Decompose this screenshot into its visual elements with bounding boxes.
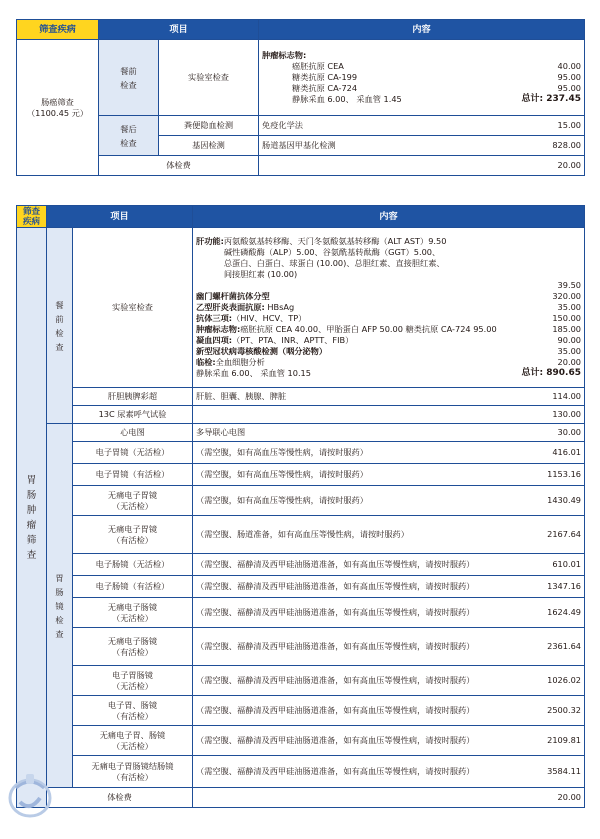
table-row — [17, 628, 585, 666]
blood-total-line: 静脉采血 6.00、 采血管 10.15 总计: 890.65 — [196, 368, 581, 378]
endo-name-sub: （有活检） — [112, 646, 153, 657]
lab-row: 新型冠状病毒核酸检测（咽分泌物） 35.00 — [196, 346, 581, 356]
table-row — [17, 516, 585, 554]
table-row — [17, 696, 585, 726]
lab-row: 临检:全血细胞分析 20.00 — [196, 357, 581, 367]
endo-desc: （需空腹、福静清及西甲硅油肠道准备，如有高血压等慢性病，请按时服药） — [193, 598, 525, 628]
endo-desc: （需空腹、福静清及西甲硅油肠道准备，如有高血压等慢性病，请按时服药） — [193, 554, 525, 576]
hospital-logo-icon — [6, 768, 54, 820]
table-row — [17, 464, 585, 486]
tumor-item: 癌胚抗原 CEA 40.00 — [292, 61, 581, 71]
endo-name-cell — [73, 598, 193, 628]
ecg-label: 心电图 — [73, 424, 193, 442]
table-row — [17, 666, 585, 696]
endo-desc: （需空腹、福静清及西甲硅油肠道准备，如有高血压等慢性病，请按时服药） — [193, 576, 525, 598]
endo-name-cell — [73, 486, 193, 516]
table-row — [17, 726, 585, 756]
breath-test-price: 130.00 — [525, 406, 585, 424]
table-row — [17, 598, 585, 628]
endo-name: 电子肠镜（有活检） — [73, 576, 193, 598]
endo-name-cell — [73, 726, 193, 756]
endo-desc: （需空腹，如有高血压等慢性病，请按时服药） — [193, 464, 525, 486]
endo-desc: （需空腹、福静清及西甲硅油肠道准备，如有高血压等慢性病，请按时服药） — [193, 726, 525, 756]
tumor-title: 肿瘤标志物: — [262, 50, 307, 60]
endo-name: 电子胃镜（无活检） — [73, 442, 193, 464]
endo-desc: （需空腹、肠道准备，如有高血压等慢性病，请按时服药） — [193, 516, 525, 554]
endo-name-cell — [73, 756, 193, 788]
endo-name: 电子肠镜（无活检） — [73, 554, 193, 576]
endo-price: 1347.16 — [525, 576, 585, 598]
endo-price: 1153.16 — [525, 464, 585, 486]
physical-fee-price: 20.00 — [525, 156, 585, 176]
endo-name-cell — [73, 628, 193, 666]
endo-name: 无痛电子肠镜 — [107, 635, 158, 646]
header-disease: 筛查疾病 — [17, 206, 47, 228]
endo-name: 无痛电子胃肠镜结肠镜 — [91, 760, 174, 771]
post-check-label: 餐后检查 — [120, 123, 137, 148]
endo-name-cell — [73, 516, 193, 554]
endo-desc: （需空腹、福静清及西甲硅油肠道准备，如有高血压等慢性病，请按时服药） — [193, 666, 525, 696]
breath-test-label: 13C 尿素呼气试验 — [73, 406, 193, 424]
endo-name-sub: （无活检） — [112, 740, 153, 751]
endo-name-sub: （有活检） — [112, 710, 153, 721]
ecg-content: 多导联心电图 — [193, 424, 525, 442]
lab-row: 抗体三项:（HIV、HCV、TP） 150.00 — [196, 313, 581, 323]
endo-desc: （需空腹、福静清及西甲硅油肠道准备，如有高血压等慢性病，请按时服药） — [193, 628, 525, 666]
disease-name: 胃肠肿瘤筛查 — [26, 474, 37, 561]
endo-name: 无痛电子胃、肠镜 — [99, 729, 166, 740]
endo-name-cell — [73, 696, 193, 726]
tumor-item: 糖类抗原 CA-199 95.00 — [292, 72, 581, 82]
disease-cell — [17, 40, 99, 176]
endo-name-sub: （无活检） — [112, 680, 153, 691]
endo-price: 610.01 — [525, 554, 585, 576]
lab-row: 幽门螺杆菌抗体分型 320.00 — [196, 291, 581, 301]
lab-test-label: 实验室检查 — [73, 228, 193, 388]
endo-name: 电子胃镜（有活检） — [73, 464, 193, 486]
endo-price: 3584.11 — [525, 756, 585, 788]
endo-name: 无痛电子胃镜 — [107, 523, 158, 534]
fecal-content: 免疫化学法 — [259, 116, 525, 136]
colorectal-screening-table — [16, 19, 585, 176]
disease-name: 肠癌筛查 — [41, 96, 74, 107]
gene-test-label: 基因检测 — [159, 136, 259, 156]
endo-name-sub: （无活检） — [112, 500, 153, 511]
blood-total-line: 静脉采血 6.00、 采血管 1.45 总计: 237.45 — [292, 94, 581, 104]
physical-fee-label: 体检费 — [99, 156, 259, 176]
fecal-test-label: 粪便隐血检测 — [159, 116, 259, 136]
ultrasound-price: 114.00 — [525, 388, 585, 406]
endo-desc: （需空腹、福静清及西甲硅油肠道准备，如有高血压等慢性病，请按时服药） — [193, 696, 525, 726]
disease-cell — [17, 228, 47, 808]
table-row — [17, 756, 585, 788]
table-row — [17, 486, 585, 516]
ultrasound-content: 肝脏、胆囊、胰腺、脾脏 — [193, 388, 525, 406]
endo-price: 2361.64 — [525, 628, 585, 666]
endo-group-cell — [47, 424, 73, 788]
lab-row: 乙型肝炎表面抗原: HBsAg 35.00 — [196, 302, 581, 312]
lab-row: 肿瘤标志物:癌胚抗原 CEA 40.00、甲胎蛋白 AFP 50.00 糖类抗原 CA-724 95.00 185.00 — [196, 324, 581, 334]
pre-check-label: 餐前检查 — [120, 65, 137, 90]
tumor-item: 糖类抗原 CA-724 95.00 — [292, 83, 581, 93]
endo-name-sub: （有活检） — [112, 771, 153, 782]
endo-name: 电子胃、肠镜 — [107, 699, 158, 710]
physical-fee-label: 体检费 — [47, 788, 193, 808]
table-row — [17, 554, 585, 576]
gene-price: 828.00 — [525, 136, 585, 156]
lab-test-label: 实验室检查 — [159, 40, 259, 116]
endo-name: 无痛电子胃镜 — [107, 489, 158, 500]
endo-name: 电子胃肠镜 — [112, 669, 153, 680]
lab-row: 凝血四项:（PT、PTA、INR、APTT、FIB） 90.00 — [196, 335, 581, 345]
header-content: 内容 — [259, 20, 585, 40]
liver-price: 39.50 — [557, 280, 581, 290]
endo-name-sub: （无活检） — [112, 612, 153, 623]
header-disease: 筛查疾病 — [17, 20, 99, 40]
endo-name-sub: （有活检） — [112, 534, 153, 545]
endo-price: 1624.49 — [525, 598, 585, 628]
gene-content: 肠道基因甲基化检测 — [259, 136, 525, 156]
pre-check-label: 餐前检查 — [55, 299, 64, 352]
endo-name-cell — [73, 666, 193, 696]
endo-price: 1026.02 — [525, 666, 585, 696]
pre-check-cell — [47, 228, 73, 424]
endo-price: 416.01 — [525, 442, 585, 464]
table-row — [17, 576, 585, 598]
endo-desc: （需空腹，如有高血压等慢性病，请按时服药） — [193, 486, 525, 516]
disease-price: （1100.45 元） — [26, 107, 89, 118]
liver-function: 肝功能: 丙氨酸氨基转移酶、天门冬氨酸氨基转移酶（ALT AST）9.50 碱性磷酸酶（ALP）5.00、谷氨酰基转酞酶（GGT）5.00、 总蛋白、白蛋白、球蛋白 (10.00)、总胆红素、直接胆红素、 间接胆红素 (10.00) — [196, 236, 447, 279]
endo-price: 1430.49 — [525, 486, 585, 516]
header-item: 项目 — [47, 206, 193, 228]
endo-name: 无痛电子肠镜 — [107, 601, 158, 612]
fecal-price: 15.00 — [525, 116, 585, 136]
ultrasound-label: 肝胆胰脾彩超 — [73, 388, 193, 406]
table-row — [17, 442, 585, 464]
endo-price: 2109.81 — [525, 726, 585, 756]
physical-fee-price: 20.00 — [525, 788, 585, 808]
endo-price: 2167.64 — [525, 516, 585, 554]
header-item: 项目 — [99, 20, 259, 40]
ecg-price: 30.00 — [525, 424, 585, 442]
gastro-screening-table — [16, 205, 585, 808]
pre-check-cell — [99, 40, 159, 116]
endo-desc: （需空腹、福静清及西甲硅油肠道准备，如有高血压等慢性病，请按时服药） — [193, 756, 525, 788]
lab-content-cell — [193, 228, 585, 388]
header-content: 内容 — [193, 206, 585, 228]
tumor-marker-cell — [259, 40, 585, 116]
endo-price: 2500.32 — [525, 696, 585, 726]
endo-desc: （需空腹，如有高血压等慢性病，请按时服药） — [193, 442, 525, 464]
post-check-cell — [99, 116, 159, 156]
endo-group-label: 胃肠镜检查 — [55, 572, 64, 639]
